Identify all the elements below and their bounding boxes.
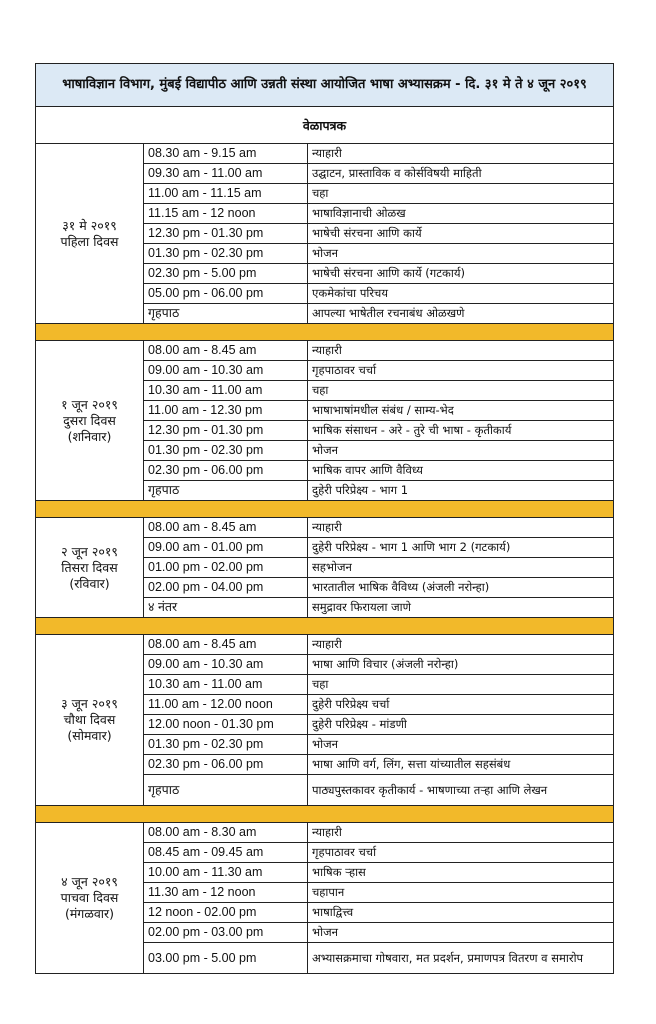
time-cell: 08.00 am - 8.45 am: [144, 635, 308, 655]
day-date: १ जून २०१९: [61, 396, 118, 412]
time-cell: 08.45 am - 09.45 am: [144, 843, 308, 863]
time-cell: 09.00 am - 10.30 am: [144, 361, 308, 381]
day-date: ४ जून २०१९: [61, 874, 118, 889]
day-separator: [36, 806, 614, 823]
time-cell: 11.00 am - 12.00 noon: [144, 695, 308, 715]
activity-cell: एकमेकांचा परिचय: [308, 284, 614, 304]
time-cell: 10.00 am - 11.30 am: [144, 863, 308, 883]
schedule-sheet: [35, 63, 613, 974]
table-row: [36, 635, 614, 655]
activity-cell: न्याहारी: [308, 341, 614, 361]
time-cell: 02.30 pm - 06.00 pm: [144, 461, 308, 481]
day-date: ३ जून २०१९: [61, 696, 118, 711]
activity-cell: सहभोजन: [308, 558, 614, 578]
time-cell: 12.30 pm - 01.30 pm: [144, 421, 308, 441]
day-date: २ जून २०१९: [61, 543, 118, 559]
activity-cell: दुहेरी परिप्रेक्ष्य - भाग 1 आणि भाग 2 (गटकार्य): [308, 538, 614, 558]
time-cell: 11.30 am - 12 noon: [144, 883, 308, 903]
activity-cell: समुद्रावर फिरायला जाणे: [308, 598, 614, 618]
time-cell: 02.00 pm - 03.00 pm: [144, 923, 308, 943]
activity-cell: भाषिक वापर आणि वैविध्य: [308, 461, 614, 481]
day-name: पाचवा दिवस: [60, 890, 119, 905]
time-cell: 01.30 pm - 02.30 pm: [144, 735, 308, 755]
schedule-table: [35, 63, 614, 974]
activity-cell: चहा: [308, 381, 614, 401]
time-cell: 12.00 noon - 01.30 pm: [144, 715, 308, 735]
time-cell: 09.00 am - 01.00 pm: [144, 538, 308, 558]
time-cell: 09.30 am - 11.00 am: [144, 164, 308, 184]
time-cell: ४ नंतर: [144, 598, 308, 618]
time-cell: 12 noon - 02.00 pm: [144, 903, 308, 923]
time-cell: 11.00 am - 11.15 am: [144, 184, 308, 204]
separator-band: [36, 806, 614, 823]
activity-cell: आपल्या भाषेतील रचनाबंध ओळखणे: [308, 304, 614, 324]
activity-cell: चहा: [308, 184, 614, 204]
time-cell: 11.00 am - 12.30 pm: [144, 401, 308, 421]
time-cell: 08.00 am - 8.45 am: [144, 518, 308, 538]
activity-cell: भाषेची संरचना आणि कार्ये: [308, 224, 614, 244]
separator-band: [36, 618, 614, 635]
day-name: दुसरा दिवस: [63, 412, 116, 428]
day-weekday: (मंगळवार): [64, 906, 115, 921]
day-label: [36, 635, 144, 806]
activity-cell: भाषा आणि वर्ग, लिंग, सत्ता यांच्यातील सहसंबंध: [308, 755, 614, 775]
time-cell: 03.00 pm - 5.00 pm: [144, 943, 308, 974]
time-cell: 09.00 am - 10.30 am: [144, 655, 308, 675]
separator-band: [36, 324, 614, 341]
activity-cell: चहापान: [308, 883, 614, 903]
time-cell: 08.00 am - 8.45 am: [144, 341, 308, 361]
day-separator: [36, 324, 614, 341]
activity-cell: गृहपाठावर चर्चा: [308, 843, 614, 863]
time-cell: गृहपाठ: [144, 481, 308, 501]
activity-cell: भोजन: [308, 735, 614, 755]
activity-cell: पाठ्यपुस्तकावर कृतीकार्य - भाषणाच्या तऱ्हा आणि लेखन: [308, 775, 614, 806]
separator-band: [36, 501, 614, 518]
activity-cell: भाषाद्वित्त्व: [308, 903, 614, 923]
time-cell: 01.30 pm - 02.30 pm: [144, 244, 308, 264]
activity-cell: भाषिक संसाधन - अरे - तुरे ची भाषा - कृतीकार्य: [308, 421, 614, 441]
day-label: [36, 341, 144, 501]
activity-cell: चहा: [308, 675, 614, 695]
day-date: ३१ मे २०१९: [62, 217, 117, 233]
time-cell: 10.30 am - 11.00 am: [144, 675, 308, 695]
activity-cell: भोजन: [308, 441, 614, 461]
activity-cell: भाषेची संरचना आणि कार्ये (गटकार्य): [308, 264, 614, 284]
time-cell: 01.30 pm - 02.30 pm: [144, 441, 308, 461]
activity-cell: भाषा आणि विचार (अंजली नरोन्हा): [308, 655, 614, 675]
day-name: पहिला दिवस: [60, 233, 119, 249]
activity-cell: न्याहारी: [308, 823, 614, 843]
time-cell: 11.15 am - 12 noon: [144, 204, 308, 224]
activity-cell: दुहेरी परिप्रेक्ष्य - भाग 1: [308, 481, 614, 501]
time-cell: 08.00 am - 8.30 am: [144, 823, 308, 843]
day-separator: [36, 618, 614, 635]
table-row: [36, 823, 614, 843]
table-row: [36, 144, 614, 164]
day-name: चौथा दिवस: [63, 712, 116, 727]
activity-cell: उद्घाटन, प्रास्ताविक व कोर्सविषयी माहिती: [308, 164, 614, 184]
day-separator: [36, 501, 614, 518]
day-weekday: (शनिवार): [67, 428, 112, 444]
table-row: [36, 341, 614, 361]
activity-cell: गृहपाठावर चर्चा: [308, 361, 614, 381]
activity-cell: भारतातील भाषिक वैविध्य (अंजली नरोन्हा): [308, 578, 614, 598]
activity-cell: भोजन: [308, 923, 614, 943]
activity-cell: न्याहारी: [308, 518, 614, 538]
day-name: तिसरा दिवस: [61, 559, 118, 575]
activity-cell: अभ्यासक्रमाचा गोषवारा, मत प्रदर्शन, प्रमाणपत्र वितरण व समारोप: [308, 943, 614, 974]
time-cell: 05.00 pm - 06.00 pm: [144, 284, 308, 304]
activity-cell: न्याहारी: [308, 635, 614, 655]
time-cell: 10.30 am - 11.00 am: [144, 381, 308, 401]
activity-cell: भाषाभाषांमधील संबंध / साम्य-भेद: [308, 401, 614, 421]
activity-cell: दुहेरी परिप्रेक्ष्य - मांडणी: [308, 715, 614, 735]
time-cell: गृहपाठ: [144, 775, 308, 806]
activity-cell: भाषिक ऱ्हास: [308, 863, 614, 883]
activity-cell: न्याहारी: [308, 144, 614, 164]
schedule-heading: वेळापत्रक: [36, 107, 614, 144]
time-cell: 02.30 pm - 06.00 pm: [144, 755, 308, 775]
time-cell: 12.30 pm - 01.30 pm: [144, 224, 308, 244]
time-cell: 01.00 pm - 02.00 pm: [144, 558, 308, 578]
day-label: [36, 144, 144, 324]
time-cell: गृहपाठ: [144, 304, 308, 324]
time-cell: 02.30 pm - 5.00 pm: [144, 264, 308, 284]
activity-cell: दुहेरी परिप्रेक्ष्य चर्चा: [308, 695, 614, 715]
page-title: भाषाविज्ञान विभाग, मुंबई विद्यापीठ आणि उन्नती संस्था आयोजित भाषा अभ्यासक्रम - दि. ३१ मे ते ४ जून २०१९: [36, 64, 614, 107]
day-label: [36, 823, 144, 974]
time-cell: 08.30 am - 9.15 am: [144, 144, 308, 164]
day-label: [36, 518, 144, 618]
activity-cell: भोजन: [308, 244, 614, 264]
table-row: [36, 518, 614, 538]
day-weekday: (सोमवार): [67, 728, 112, 743]
day-weekday: (रविवार): [69, 575, 110, 591]
activity-cell: भाषाविज्ञानाची ओळख: [308, 204, 614, 224]
time-cell: 02.00 pm - 04.00 pm: [144, 578, 308, 598]
